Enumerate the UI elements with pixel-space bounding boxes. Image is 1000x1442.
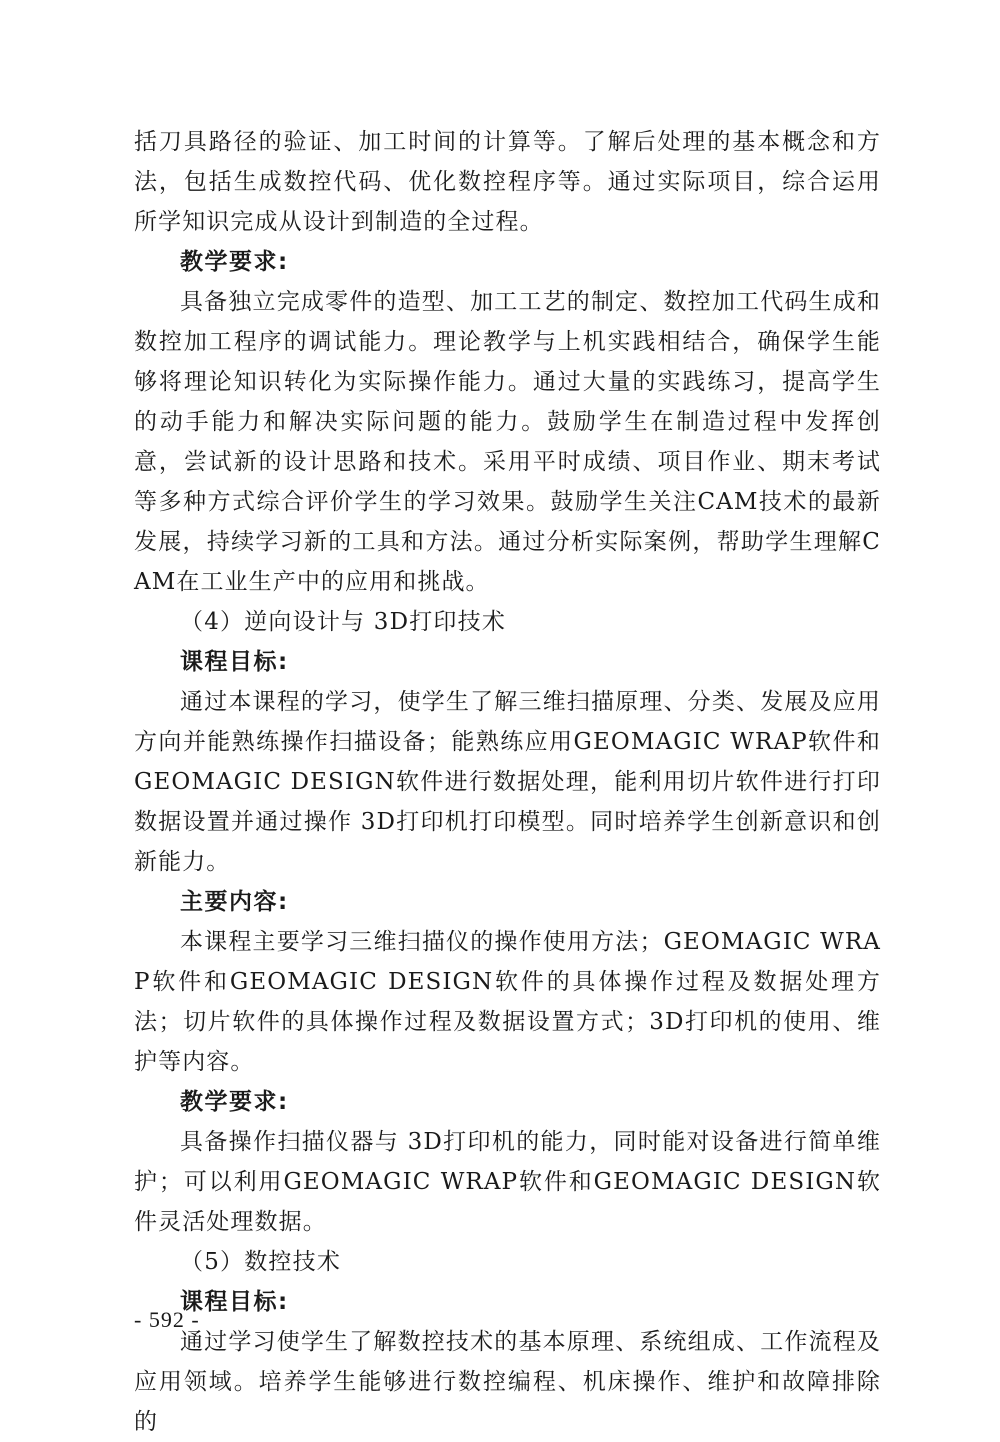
- paragraph-course-objectives-2: 通过学习使学生了解数控技术的基本原理、系统组成、工作流程及应用领域。培养学生能够进行数控编程、机床操作、维护和故障排除的: [134, 1329, 881, 1435]
- paragraph-course-objectives: 通过本课程的学习，使学生了解三维扫描原理、分类、发展及应用方向并能熟练操作扫描设备；能熟练应用GEOMAGIC WRAP软件和GEOMAGIC DESIGN软件进行数据处理，能利用切片软件进行打印数据设置并通过操作 3D打印机打印模型。同时培养学生创新意识和创新能力。: [134, 689, 881, 875]
- section-heading-course-objectives: 课程目标:: [180, 649, 289, 675]
- paragraph-continuation: 括刀具路径的验证、加工时间的计算等。了解后处理的基本概念和方法，包括生成数控代码、优化数控程序等。通过实际项目，综合运用所学知识完成从设计到制造的全过程。: [134, 129, 881, 235]
- section-heading-teaching-requirements-2: 教学要求:: [180, 1089, 289, 1115]
- section-heading-teaching-requirements: 教学要求:: [180, 249, 289, 275]
- document-body: [134, 122, 881, 1442]
- page-number: - 592 -: [134, 1307, 200, 1332]
- paragraph-teaching-requirements: 具备独立完成零件的造型、加工工艺的制定、数控加工代码生成和数控加工程序的调试能力。理论教学与上机实践相结合，确保学生能够将理论知识转化为实际操作能力。通过大量的实践练习，提高学生的动手能力和解决实际问题的能力。鼓励学生在制造过程中发挥创意，尝试新的设计思路和技术。采用平时成绩、项目作业、期末考试等多种方式综合评价学生的学习效果。鼓励学生关注CAM技术的最新发展，持续学习新的工具和方法。通过分析实际案例，帮助学生理解CAM在工业生产中的应用和挑战。: [134, 289, 881, 595]
- course-title-reverse-design-3d-printing: （4）逆向设计与 3D打印技术: [180, 609, 507, 635]
- paragraph-teaching-requirements-2: 具备操作扫描仪器与 3D打印机的能力，同时能对设备进行简单维护；可以利用GEOMAGIC WRAP软件和GEOMAGIC DESIGN软件灵活处理数据。: [134, 1129, 881, 1235]
- course-title-cnc-technology: （5）数控技术: [180, 1249, 342, 1275]
- section-heading-main-content: 主要内容:: [180, 889, 289, 915]
- section-heading-course-objectives-2: 课程目标:: [180, 1289, 289, 1315]
- paragraph-main-content: 本课程主要学习三维扫描仪的操作使用方法；GEOMAGIC WRAP软件和GEOMAGIC DESIGN软件的具体操作过程及数据处理方法；切片软件的具体操作过程及数据设置方式；3D打印机的使用、维护等内容。: [134, 929, 881, 1075]
